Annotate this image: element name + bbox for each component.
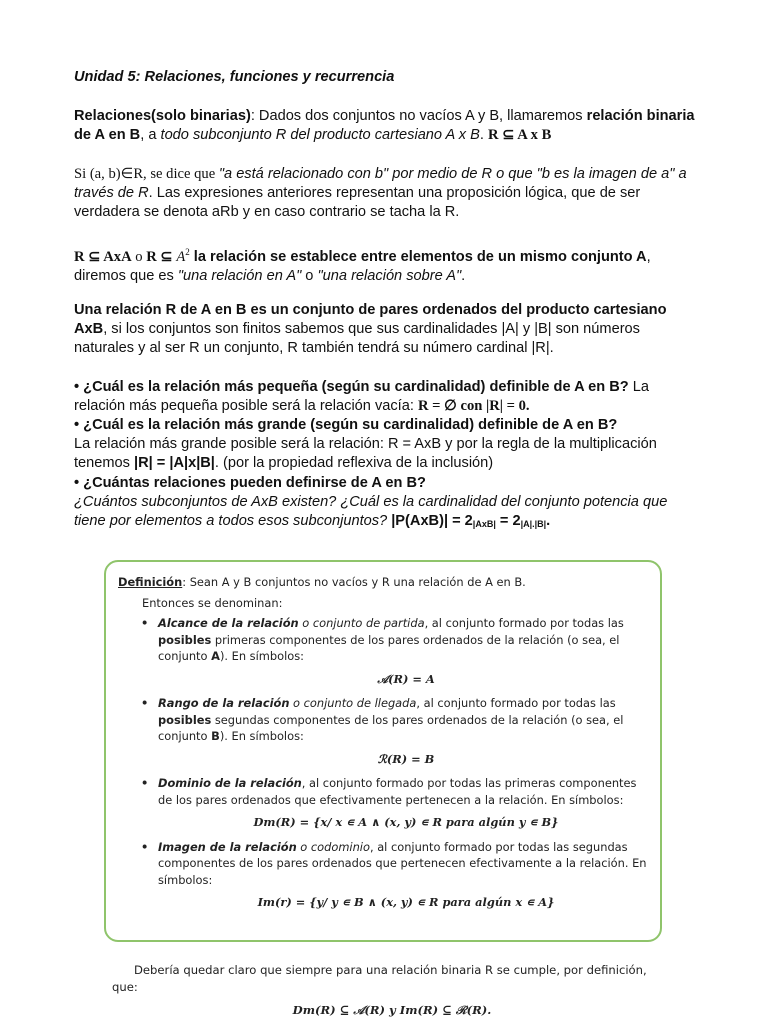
paragraph-relaciones [74,107,700,145]
definition-box [104,560,662,942]
bold-text: posibles [158,632,212,647]
bold-text: posibles [158,712,212,727]
math-symbol: R = ∅ con |R| = 0. [417,398,530,414]
bullet-icon: • [141,696,149,710]
definition-item-alcance [118,615,654,687]
question-mas-grande [74,416,700,473]
definition-item-dominio [118,775,654,831]
italic-text: "una relación sobre A" [317,268,462,284]
math-symbol: R ⊆ [146,249,177,265]
question-cuantas-relaciones [74,474,700,534]
formula: ℛ(R) = B [377,751,435,766]
bold-text: la relación se establece entre elementos de un mismo conjunto A [189,249,647,265]
text: , diremos que es [74,249,651,284]
bold-text: relación binaria de A en B [74,108,695,143]
text: ). En símbolos: [219,649,304,663]
bold-text: • ¿Cuál es la relación más pequeña (según su cardinalidad) definible de A en B? [74,379,629,395]
definition-entonces: Entonces se denominan: [142,595,283,610]
italic-text: "una relación en A" [177,268,302,284]
item-title: Alcance de la relación [158,616,299,630]
text: Si (a, b)∈R, se dice que [74,166,219,182]
definition-intro [118,574,654,591]
text: . Las expresiones anteriores representan una proposición lógica, que de ser verdadera se denota aRb y en caso contrario se tacha la R. [74,185,641,220]
text: , al conjunto formado por todas las [416,696,616,710]
bold-text: Una relación R de A en B es un conjunto de pares ordenados del producto cartesiano AxB [74,302,667,337]
math-symbol: A [176,249,186,265]
text: : Dados dos conjuntos no vacíos A y B, llamaremos [250,108,587,124]
math-exponent: 2 [185,247,190,257]
bold-text: = 2 [495,513,521,529]
italic-text: o conjunto de llegada [289,696,417,710]
text: . [479,127,488,143]
text: . (por la propiedad reflexiva de la inclusión) [214,455,494,471]
closing-formula: Dm(R) ⊆ 𝒜(R) y Im(R) ⊆ ℛ(R). [292,1003,492,1017]
text: , a [140,127,161,143]
text: La relación más grande posible será la relación: R = AxB y por la regla de la multiplicación tenemos [74,436,657,471]
italic-text: ¿Cuántos subconjuntos de AxB existen? ¿Cuál es la cardinalidad del conjunto potencia que tiene por elementos a todos esos subconjuntos? [74,494,668,529]
text: ). En símbolos: [219,729,304,743]
definition-list [118,615,654,911]
paragraph-relacion-en-a [74,243,700,286]
formula: Dm(R) = {x/ x ∊ A ∧ (x, y) ∊ R para algún y ∊ B} [253,815,559,829]
bullet-icon: • [141,839,149,854]
text: , al conjunto formado por todas las segundas componentes de los pares ordenados que pertenecen efectivamente a la relación. En símbolos: [158,839,647,887]
text: segundas componentes de los pares ordenados de la relación (o sea, el conjunto [158,712,624,743]
italic-text: o conjunto de partida [298,616,425,630]
bold-text: A [211,649,220,663]
math-symbol: R ⊆ A x B [488,127,552,143]
italic-text: o codominio [296,839,370,854]
bold-text: |R| = |A|x|B| [134,455,215,471]
text: o [131,249,147,265]
definition-label: Definición [118,575,183,589]
formula: Im(r) = {y/ y ∊ B ∧ (x, y) ∊ R para algún x ∊ A} [257,895,555,909]
bold-text: B [211,729,220,743]
subscript: |AxB| [472,519,496,529]
bold-text: |P(AxB)| = 2 [387,513,473,529]
subscript: |A|.|B| [520,519,547,529]
bullet-icon: • [141,616,149,630]
closing-text: Debería quedar claro que siempre para una relación binaria R se cumple, por definición, que: [112,963,647,994]
text: , al conjunto formado por todas las [424,616,624,630]
definition-item-imagen [118,839,654,911]
math-symbol: R ⊆ AxA [74,249,132,265]
text: primeras componentes de los pares ordenados de la relación (o sea, el conjunto [158,632,620,663]
page-heading: Unidad 5: Relaciones, funciones y recurrencia [74,69,395,85]
bold-text: • ¿Cuál es la relación más grande (según su cardinalidad) definible de A en B? [74,417,618,433]
question-mas-pequena [74,378,700,416]
closing-paragraph [112,962,672,1019]
text: La relación más pequeña posible será la relación vacía: [74,379,649,414]
item-title: Dominio de la relación [158,776,302,790]
paragraph-si-ab [74,165,700,222]
text: : Sean A y B conjuntos no vacíos y R una relación de A en B. [182,575,526,589]
term-relaciones: Relaciones(solo binarias) [74,108,251,124]
bold-text: • ¿Cuántas relaciones pueden definirse de A en B? [74,475,426,491]
item-title: Imagen de la relación [158,839,297,854]
italic-text: todo subconjunto R del producto cartesiano A x B [160,127,480,143]
bullet-icon: • [141,776,149,790]
item-title: Rango de la relación [158,696,290,710]
text: , al conjunto formado por todas las primeras componentes de los pares ordenados que efectivamente pertenecen a la relación. En símbolos: [158,776,637,807]
text: . [461,268,466,284]
paragraph-pares-ordenados [74,301,700,358]
text: o [301,268,318,284]
italic-text: "a está relacionado con b" por medio de R o que "b es la imagen de a" a través de R [74,166,687,201]
text: , si los conjuntos son finitos sabemos que sus cardinalidades |A| y |B| son números naturales y al ser R un conjunto, R también tendrá su número cardinal |R|. [74,321,640,356]
text: . [546,513,551,529]
formula: 𝒜(R) = A [377,671,435,686]
definition-item-rango [118,695,654,767]
